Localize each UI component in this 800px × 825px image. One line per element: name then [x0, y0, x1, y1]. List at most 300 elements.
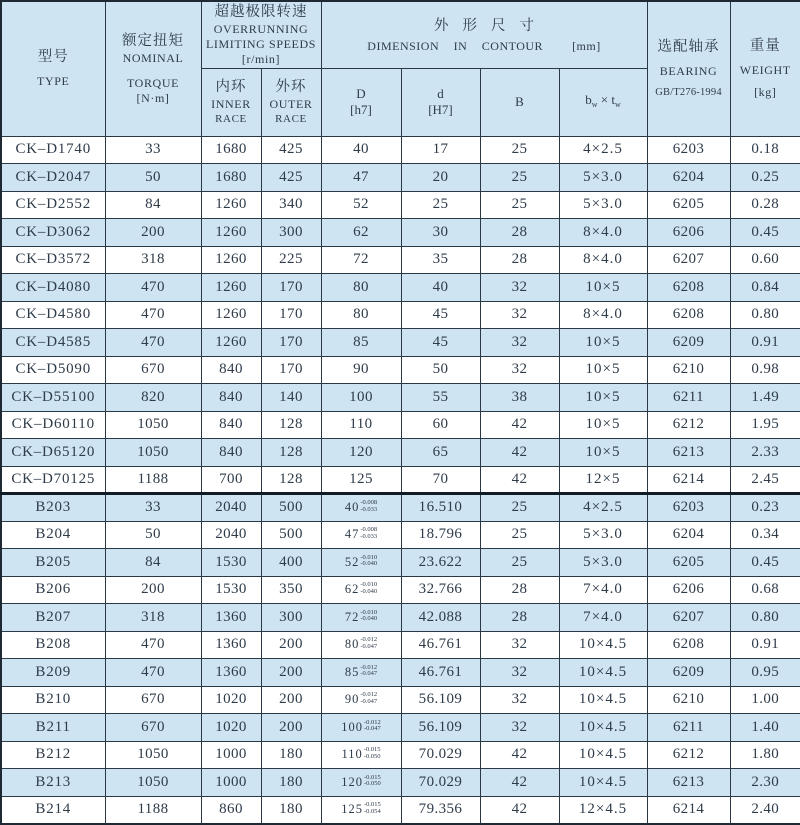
cell-weight: 0.91 — [730, 329, 800, 357]
header-outer-en2: RACE — [275, 113, 307, 125]
cell-outer-race-speed: 300 — [261, 604, 321, 632]
cell-type: CK–D55100 — [1, 384, 105, 412]
D-tolerance: -0.008 -0.033 — [360, 499, 378, 513]
cell-D — [321, 549, 401, 577]
cell-torque: 470 — [105, 329, 201, 357]
cell-outer-race-speed: 180 — [261, 796, 321, 824]
header-bearing-std: GB/T276-1994 — [655, 86, 722, 98]
cell-type: CK–D1740 — [1, 136, 105, 164]
cell-bearing: 6212 — [647, 741, 730, 769]
cell-weight: 2.45 — [730, 466, 800, 494]
cell-bearing: 6208 — [647, 631, 730, 659]
header-outer-race — [261, 68, 321, 136]
cell-type: B207 — [1, 604, 105, 632]
cell-B: 32 — [480, 631, 559, 659]
cell-torque: 33 — [105, 136, 201, 164]
cell-weight: 0.98 — [730, 356, 800, 384]
cell-bearing: 6204 — [647, 164, 730, 192]
cell-weight: 0.95 — [730, 659, 800, 687]
cell-outer-race-speed: 170 — [261, 274, 321, 302]
cell-torque: 318 — [105, 604, 201, 632]
cell-bxt: 10×5 — [559, 274, 647, 302]
cell-weight: 0.18 — [730, 136, 800, 164]
cell-type: CK–D2047 — [1, 164, 105, 192]
table-row — [1, 549, 800, 577]
cell-bxt: 10×4.5 — [559, 741, 647, 769]
cell-d: 16.510 — [401, 494, 480, 522]
header-dimension-zh: 外形尺寸 — [434, 17, 548, 34]
cell-outer-race-speed: 300 — [261, 219, 321, 247]
cell-weight: 2.33 — [730, 439, 800, 467]
cell-torque: 200 — [105, 219, 201, 247]
cell-outer-race-speed: 128 — [261, 466, 321, 494]
cell-torque: 670 — [105, 686, 201, 714]
cell-d: 20 — [401, 164, 480, 192]
cell-bxt: 10×4.5 — [559, 686, 647, 714]
D-value: 52 — [344, 554, 360, 569]
D-value: 72 — [344, 609, 360, 624]
cell-d: 40 — [401, 274, 480, 302]
cell-type: CK–D4580 — [1, 301, 105, 329]
cell-outer-race-speed: 180 — [261, 769, 321, 797]
table-body — [1, 136, 800, 824]
cell-D: 80 — [321, 301, 401, 329]
D-tolerance: -0.015 -0.050 — [363, 746, 381, 760]
cell-outer-race-speed: 200 — [261, 714, 321, 742]
cell-bearing: 6212 — [647, 411, 730, 439]
cell-B: 28 — [480, 246, 559, 274]
table-row — [1, 466, 800, 494]
cell-D: 90 — [321, 356, 401, 384]
cell-B: 42 — [480, 769, 559, 797]
cell-torque: 84 — [105, 549, 201, 577]
header-speeds-en1: OVERRUNNING — [213, 21, 309, 36]
cell-inner-race-speed: 1530 — [201, 576, 261, 604]
cell-torque: 670 — [105, 356, 201, 384]
cell-D — [321, 686, 401, 714]
cell-d: 55 — [401, 384, 480, 412]
D-tolerance: -0.015 -0.054 — [363, 801, 381, 815]
table-row — [1, 741, 800, 769]
cell-bearing: 6203 — [647, 494, 730, 522]
cell-B: 25 — [480, 549, 559, 577]
cell-B: 42 — [480, 411, 559, 439]
cell-weight: 1.00 — [730, 686, 800, 714]
cell-bearing: 6203 — [647, 136, 730, 164]
cell-weight: 0.34 — [730, 521, 800, 549]
table-row — [1, 576, 800, 604]
header-outer-en1: OUTER — [269, 97, 313, 111]
cell-d: 70.029 — [401, 769, 480, 797]
cell-type: CK–D3062 — [1, 219, 105, 247]
cell-B: 28 — [480, 604, 559, 632]
cell-torque: 1188 — [105, 796, 201, 824]
header-inner-zh: 内环 — [215, 79, 247, 95]
header-weight — [730, 1, 800, 136]
cell-bxt: 10×4.5 — [559, 631, 647, 659]
cell-weight: 0.80 — [730, 301, 800, 329]
cell-inner-race-speed: 1260 — [201, 274, 261, 302]
cell-bxt: 10×5 — [559, 356, 647, 384]
cell-type: CK–D4585 — [1, 329, 105, 357]
cell-bearing: 6213 — [647, 769, 730, 797]
cell-torque: 670 — [105, 714, 201, 742]
cell-type: B212 — [1, 741, 105, 769]
cell-D: 80 — [321, 274, 401, 302]
D-tolerance: -0.015 -0.050 — [363, 773, 381, 788]
cell-d: 65 — [401, 439, 480, 467]
cell-B: 25 — [480, 494, 559, 522]
cell-inner-race-speed: 840 — [201, 411, 261, 439]
cell-type: CK–D4080 — [1, 274, 105, 302]
cell-B: 25 — [480, 164, 559, 192]
cell-D: 47 — [321, 164, 401, 192]
cell-inner-race-speed: 1260 — [201, 301, 261, 329]
cell-type: CK–D2552 — [1, 191, 105, 219]
cell-type: B210 — [1, 686, 105, 714]
table-row — [1, 796, 800, 824]
header-torque-unit: [N·m] — [136, 90, 170, 105]
cell-D — [321, 796, 401, 824]
cell-B: 28 — [480, 576, 559, 604]
cell-bxt: 4×2.5 — [559, 494, 647, 522]
cell-torque: 470 — [105, 631, 201, 659]
cell-d: 35 — [401, 246, 480, 274]
cell-bxt: 8×4.0 — [559, 246, 647, 274]
cell-torque: 1050 — [105, 439, 201, 467]
cell-weight: 0.60 — [730, 246, 800, 274]
cell-B: 32 — [480, 686, 559, 714]
cell-D: 120 — [321, 439, 401, 467]
cell-bxt: 10×4.5 — [559, 659, 647, 687]
table-row — [1, 714, 800, 742]
cell-bxt: 10×5 — [559, 329, 647, 357]
header-dimension-unit: [mm] — [572, 38, 601, 53]
D-value: 40 — [344, 500, 360, 515]
D-value: 125 — [341, 802, 363, 816]
table-row — [1, 164, 800, 192]
cell-bearing: 6213 — [647, 439, 730, 467]
cell-type: CK–D70125 — [1, 466, 105, 494]
cell-inner-race-speed: 1020 — [201, 686, 261, 714]
cell-torque: 470 — [105, 274, 201, 302]
cell-outer-race-speed: 425 — [261, 136, 321, 164]
table-row — [1, 191, 800, 219]
cell-outer-race-speed: 128 — [261, 439, 321, 467]
table-row — [1, 411, 800, 439]
cell-type: CK–D60110 — [1, 411, 105, 439]
table-row — [1, 494, 800, 522]
D-value: 90 — [344, 692, 360, 707]
D-value: 120 — [341, 774, 363, 789]
header-dimension-en: DIMENSION IN CONTOUR [mm] — [367, 38, 601, 53]
cell-type: CK–D3572 — [1, 246, 105, 274]
header-bearing — [647, 1, 730, 136]
D-tolerance: -0.012 -0.047 — [360, 636, 378, 650]
cell-D: 72 — [321, 246, 401, 274]
cell-bxt: 10×5 — [559, 411, 647, 439]
cell-D: 62 — [321, 219, 401, 247]
cell-torque: 50 — [105, 164, 201, 192]
cell-D — [321, 521, 401, 549]
cell-weight: 0.80 — [730, 604, 800, 632]
cell-weight: 1.40 — [730, 714, 800, 742]
header-speeds — [201, 1, 321, 68]
cell-B: 42 — [480, 741, 559, 769]
header-col-bxt — [559, 68, 647, 136]
header-torque-en1: NOMINAL — [122, 50, 184, 65]
cell-d: 42.088 — [401, 604, 480, 632]
D-tolerance: -0.012 -0.047 — [360, 663, 378, 678]
cell-bxt: 12×5 — [559, 466, 647, 494]
table-row — [1, 329, 800, 357]
cell-bxt: 8×4.0 — [559, 301, 647, 329]
cell-outer-race-speed: 350 — [261, 576, 321, 604]
cell-d: 56.109 — [401, 714, 480, 742]
cell-bearing: 6214 — [647, 466, 730, 494]
cell-inner-race-speed: 700 — [201, 466, 261, 494]
cell-bearing: 6210 — [647, 356, 730, 384]
cell-d: 60 — [401, 411, 480, 439]
header-col-d-letter: d — [437, 86, 444, 101]
cell-type: CK–D65120 — [1, 439, 105, 467]
table-header — [1, 1, 800, 136]
cell-bxt: 10×5 — [559, 384, 647, 412]
cell-d: 70 — [401, 466, 480, 494]
cell-bearing: 6211 — [647, 384, 730, 412]
cell-inner-race-speed: 1000 — [201, 769, 261, 797]
cell-weight: 0.84 — [730, 274, 800, 302]
header-col-bxt-label: $b_w \times t_w$ — [585, 91, 621, 109]
cell-d: 50 — [401, 356, 480, 384]
D-tolerance: -0.012 -0.047 — [360, 691, 378, 705]
cell-D: 125 — [321, 466, 401, 494]
cell-torque: 1050 — [105, 411, 201, 439]
cell-bearing: 6208 — [647, 301, 730, 329]
table-row — [1, 604, 800, 632]
cell-bxt: 7×4.0 — [559, 576, 647, 604]
cell-inner-race-speed: 840 — [201, 439, 261, 467]
cell-bxt: 7×4.0 — [559, 604, 647, 632]
cell-B: 32 — [480, 659, 559, 687]
cell-D — [321, 576, 401, 604]
cell-D: 100 — [321, 384, 401, 412]
D-tolerance: -0.012 -0.047 — [363, 718, 381, 733]
cell-inner-race-speed: 1020 — [201, 714, 261, 742]
cell-outer-race-speed: 180 — [261, 741, 321, 769]
cell-B: 38 — [480, 384, 559, 412]
cell-B: 42 — [480, 439, 559, 467]
cell-bxt: 8×4.0 — [559, 219, 647, 247]
cell-weight: 0.25 — [730, 164, 800, 192]
cell-weight: 0.68 — [730, 576, 800, 604]
cell-inner-race-speed: 2040 — [201, 521, 261, 549]
cell-outer-race-speed: 170 — [261, 301, 321, 329]
cell-torque: 318 — [105, 246, 201, 274]
cell-D: 85 — [321, 329, 401, 357]
cell-type: B213 — [1, 769, 105, 797]
cell-B: 32 — [480, 356, 559, 384]
cell-D — [321, 714, 401, 742]
table-row — [1, 631, 800, 659]
cell-bearing: 6211 — [647, 714, 730, 742]
cell-bxt: 10×4.5 — [559, 714, 647, 742]
cell-inner-race-speed: 840 — [201, 356, 261, 384]
table-row — [1, 136, 800, 164]
cell-inner-race-speed: 1260 — [201, 329, 261, 357]
cell-inner-race-speed: 860 — [201, 796, 261, 824]
table-row — [1, 274, 800, 302]
cell-outer-race-speed: 200 — [261, 686, 321, 714]
cell-weight: 2.30 — [730, 769, 800, 797]
header-inner-en1: INNER — [211, 97, 251, 111]
D-tolerance: -0.010 -0.040 — [360, 608, 378, 623]
cell-torque: 33 — [105, 494, 201, 522]
cell-bearing: 6209 — [647, 329, 730, 357]
table-row — [1, 439, 800, 467]
cell-inner-race-speed: 1260 — [201, 191, 261, 219]
cell-torque: 1188 — [105, 466, 201, 494]
cell-bxt: 10×4.5 — [559, 769, 647, 797]
cell-inner-race-speed: 840 — [201, 384, 261, 412]
header-col-B — [480, 68, 559, 136]
cell-B: 25 — [480, 521, 559, 549]
D-value: 62 — [344, 582, 360, 597]
cell-B: 32 — [480, 301, 559, 329]
header-col-D-fit: [h7] — [350, 102, 372, 117]
cell-d: 46.761 — [401, 659, 480, 687]
cell-bxt: 5×3.0 — [559, 191, 647, 219]
cell-inner-race-speed: 1530 — [201, 549, 261, 577]
cell-bxt: 5×3.0 — [559, 521, 647, 549]
cell-B: 42 — [480, 796, 559, 824]
cell-bearing: 6205 — [647, 549, 730, 577]
header-weight-unit: [kg] — [754, 85, 777, 100]
cell-weight: 1.80 — [730, 741, 800, 769]
header-weight-en: WEIGHT — [739, 63, 791, 78]
cell-outer-race-speed: 140 — [261, 384, 321, 412]
cell-bearing: 6214 — [647, 796, 730, 824]
cell-bearing: 6207 — [647, 604, 730, 632]
cell-B: 28 — [480, 219, 559, 247]
cell-inner-race-speed: 2040 — [201, 494, 261, 522]
cell-bxt: 4×2.5 — [559, 136, 647, 164]
cell-d: 23.622 — [401, 549, 480, 577]
cell-B: 32 — [480, 274, 559, 302]
cell-D — [321, 741, 401, 769]
table-row — [1, 659, 800, 687]
cell-inner-race-speed: 1260 — [201, 219, 261, 247]
cell-B: 32 — [480, 714, 559, 742]
table-row — [1, 686, 800, 714]
cell-type: B211 — [1, 714, 105, 742]
header-col-d — [401, 68, 480, 136]
header-torque-zh: 额定扭矩 — [122, 32, 184, 49]
cell-bearing: 6205 — [647, 191, 730, 219]
cell-outer-race-speed: 340 — [261, 191, 321, 219]
cell-inner-race-speed: 1360 — [201, 659, 261, 687]
cell-outer-race-speed: 225 — [261, 246, 321, 274]
cell-weight: 0.45 — [730, 549, 800, 577]
D-value: 47 — [344, 527, 360, 542]
cell-type: B209 — [1, 659, 105, 687]
header-bearing-en: BEARING — [659, 63, 718, 78]
cell-D — [321, 769, 401, 797]
cell-d: 70.029 — [401, 741, 480, 769]
cell-type: B205 — [1, 549, 105, 577]
header-col-D-letter: D — [356, 86, 366, 101]
table-row — [1, 769, 800, 797]
cell-D — [321, 631, 401, 659]
cell-bearing: 6206 — [647, 576, 730, 604]
header-torque-en2: TORQUE — [126, 75, 180, 90]
D-value: 110 — [341, 747, 363, 762]
cell-inner-race-speed: 1260 — [201, 246, 261, 274]
cell-bearing: 6209 — [647, 659, 730, 687]
cell-inner-race-speed: 1680 — [201, 164, 261, 192]
cell-weight: 1.95 — [730, 411, 800, 439]
cell-type: B208 — [1, 631, 105, 659]
header-inner-en2: RACE — [215, 113, 247, 125]
cell-D: 110 — [321, 411, 401, 439]
D-tolerance: -0.010 -0.040 — [360, 553, 378, 568]
header-torque — [105, 1, 201, 136]
cell-bxt: 10×5 — [559, 439, 647, 467]
cell-d: 45 — [401, 301, 480, 329]
cell-weight: 0.45 — [730, 219, 800, 247]
cell-torque: 200 — [105, 576, 201, 604]
cell-D — [321, 659, 401, 687]
header-dimension — [321, 1, 647, 68]
header-weight-zh: 重量 — [749, 38, 781, 55]
cell-bearing: 6207 — [647, 246, 730, 274]
cell-outer-race-speed: 128 — [261, 411, 321, 439]
cell-d: 45 — [401, 329, 480, 357]
cell-inner-race-speed: 1360 — [201, 631, 261, 659]
cell-bxt: 5×3.0 — [559, 549, 647, 577]
D-value: 85 — [344, 664, 360, 679]
cell-torque: 1050 — [105, 769, 201, 797]
cell-bxt: 12×4.5 — [559, 796, 647, 824]
cell-weight: 0.23 — [730, 494, 800, 522]
cell-torque: 820 — [105, 384, 201, 412]
cell-d: 46.761 — [401, 631, 480, 659]
header-type-zh: 型号 — [37, 49, 69, 66]
cell-bearing: 6204 — [647, 521, 730, 549]
table-row — [1, 521, 800, 549]
header-speeds-unit: [r/min] — [241, 51, 281, 66]
header-speeds-en2: LIMITING SPEEDS — [206, 36, 316, 51]
cell-d: 32.766 — [401, 576, 480, 604]
header-type — [1, 1, 105, 136]
header-col-D — [321, 68, 401, 136]
cell-D: 52 — [321, 191, 401, 219]
cell-torque: 50 — [105, 521, 201, 549]
table-row — [1, 246, 800, 274]
header-outer-zh: 外环 — [275, 79, 307, 95]
cell-weight: 0.28 — [730, 191, 800, 219]
cell-outer-race-speed: 170 — [261, 329, 321, 357]
D-tolerance: -0.008 -0.033 — [360, 526, 378, 540]
cell-bearing: 6208 — [647, 274, 730, 302]
cell-outer-race-speed: 200 — [261, 659, 321, 687]
cell-type: B204 — [1, 521, 105, 549]
cell-type: B214 — [1, 796, 105, 824]
cell-d: 56.109 — [401, 686, 480, 714]
cell-D — [321, 604, 401, 632]
table-row — [1, 301, 800, 329]
cell-weight: 0.91 — [730, 631, 800, 659]
